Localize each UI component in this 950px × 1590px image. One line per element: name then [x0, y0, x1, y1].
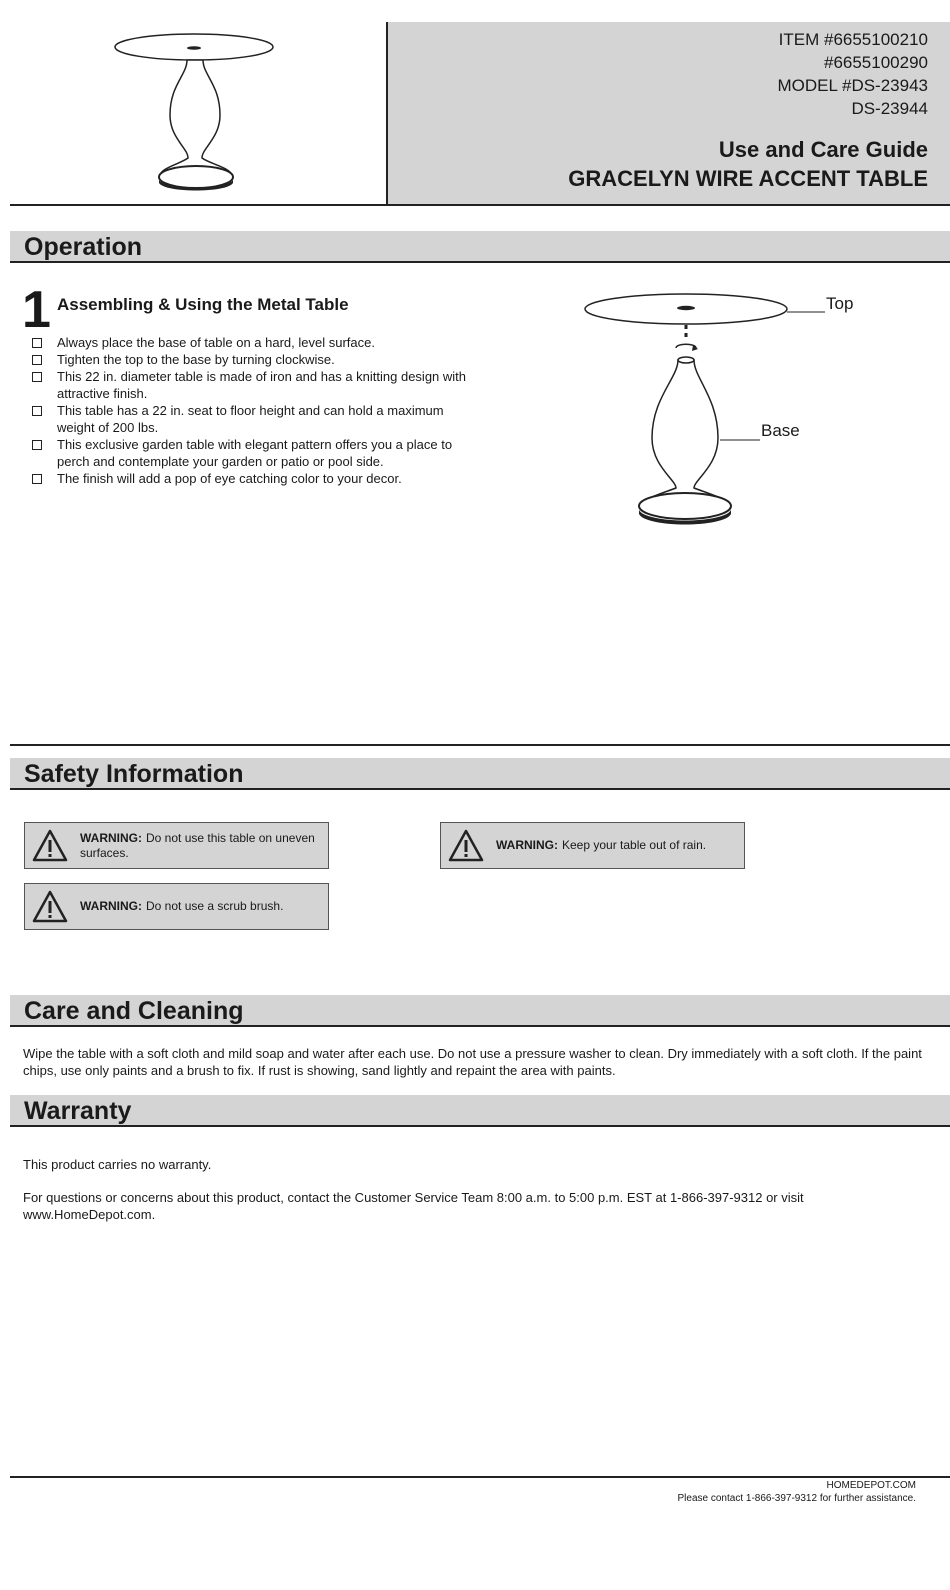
- list-item: This table has a 22 in. seat to floor height and can hold a maximum weight of 200 lbs.: [30, 402, 470, 436]
- footer-divider: [10, 1476, 950, 1478]
- warranty-title: Warranty: [24, 1097, 132, 1125]
- checkbox-square-icon: [32, 372, 42, 382]
- footer-contact: Please contact 1-866-397-9312 for further assistance.: [677, 1493, 916, 1504]
- warranty-statement: This product carries no warranty.: [23, 1157, 212, 1172]
- list-item: The finish will add a pop of eye catching color to your decor.: [30, 470, 470, 487]
- product-name: GRACELYN WIRE ACCENT TABLE: [568, 166, 928, 191]
- guide-title: Use and Care Guide: [718, 137, 928, 162]
- operation-section-bar: [10, 231, 950, 263]
- customer-service-info: For questions or concerns about this product, contact the Customer Service Team 8:00 a.m. to 5:00 p.m. EST at 1-866-397-9312 or visit www.HomeDepot.com.: [23, 1190, 804, 1222]
- table-thumbnail-illustration: [110, 30, 280, 195]
- diagram-label-top: Top: [826, 294, 854, 313]
- warning-box-rain: [440, 822, 745, 869]
- care-section-bar: [10, 995, 950, 1027]
- warning-label: WARNING:: [80, 830, 142, 845]
- care-title: Care and Cleaning: [24, 997, 244, 1025]
- warranty-section-bar: [10, 1095, 950, 1127]
- warning-text: Do not use a scrub brush.: [146, 899, 284, 913]
- model-number: MODEL #DS-23943: [777, 76, 928, 95]
- assembly-diagram: [580, 288, 830, 533]
- header-divider: [10, 204, 950, 206]
- warning-triangle-icon: [448, 829, 484, 863]
- safety-title: Safety Information: [24, 760, 244, 788]
- warning-box-uneven: [24, 822, 329, 869]
- section-divider: [10, 744, 950, 746]
- checkbox-square-icon: [32, 474, 42, 484]
- checkbox-square-icon: [32, 355, 42, 365]
- diagram-label-base: Base: [761, 421, 800, 440]
- warning-text: Do not use this table on uneven surfaces.: [80, 830, 315, 860]
- warning-text: Keep your table out of rain.: [562, 838, 707, 852]
- checkbox-square-icon: [32, 338, 42, 348]
- warning-triangle-icon: [32, 890, 68, 924]
- list-item: This exclusive garden table with elegant pattern offers you a place to perch and contemplate your garden or patio or pool side.: [30, 436, 470, 470]
- checkbox-square-icon: [32, 440, 42, 450]
- item-number-alt: #6655100290: [823, 53, 928, 72]
- item-number: ITEM #6655100210: [778, 30, 928, 49]
- footer-website: HOMEDEPOT.COM: [826, 1480, 916, 1491]
- step-title: Assembling & Using the Metal Table: [57, 295, 349, 314]
- model-number-alt: DS-23944: [851, 99, 928, 118]
- checkbox-square-icon: [32, 406, 42, 416]
- safety-section-bar: [10, 758, 950, 790]
- list-item: Always place the base of table on a hard, level surface.: [30, 334, 470, 351]
- warning-label: WARNING:: [80, 899, 142, 913]
- warning-label: WARNING:: [496, 838, 558, 852]
- warning-triangle-icon: [32, 829, 68, 863]
- warning-box-scrub-brush: [24, 883, 329, 930]
- operation-bullet-list: [30, 334, 470, 487]
- list-item: Tighten the top to the base by turning clockwise.: [30, 351, 470, 368]
- list-item: This 22 in. diameter table is made of iron and has a knitting design with attractive finish.: [30, 368, 470, 402]
- care-instructions: Wipe the table with a soft cloth and mild soap and water after each use. Do not use a pressure washer to clean. Dry immediately with a soft cloth. If the paint chips, use only paints and a brush to fix. If rust is showing, sand lightly and repaint the area with paints.: [23, 1046, 922, 1078]
- operation-title: Operation: [24, 233, 143, 261]
- step-number: 1: [22, 281, 51, 339]
